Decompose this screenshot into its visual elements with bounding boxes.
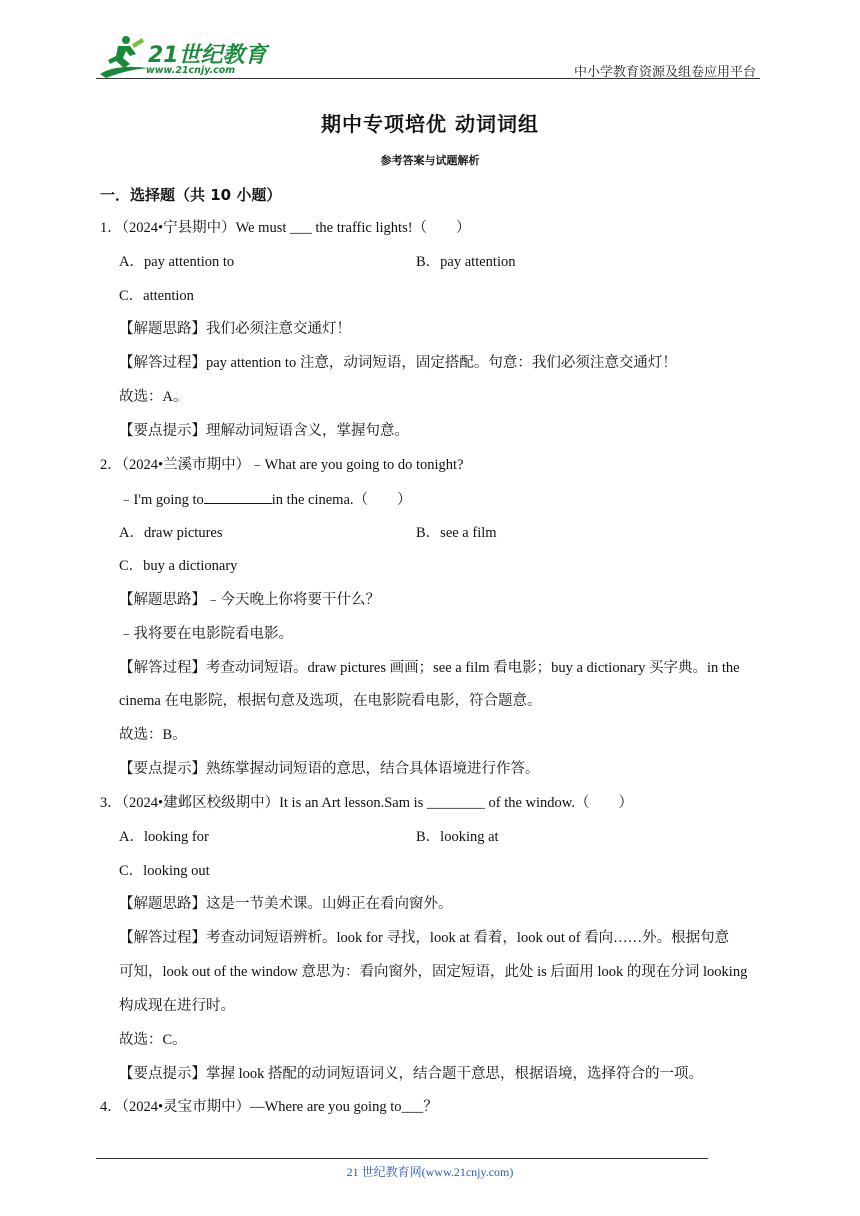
q3-process: 【解答过程】考查动词短语辨析。look for 寻找，look at 看着，look out of 看向……外。根据句意 [119, 930, 730, 946]
q1-process: 【解答过程】pay attention to 注意，动词短语，固定搭配。句意：我们必须注意交通灯！ [119, 355, 677, 371]
page-subtitle: 参考答案与试题解析 [380, 154, 480, 167]
q2-tip: 【要点提示】熟练掌握动词短语的意思，结合具体语境进行作答。 [119, 761, 540, 777]
q3-option-c: C．looking out [119, 863, 210, 879]
q3-process-line-2: 可知，look out of the window 意思为：看向窗外，固定短语，此处 is 后面用 look 的现在分词 looking [119, 964, 748, 980]
q2-option-c: C．buy a dictionary [119, 558, 238, 574]
q3-tip: 【要点提示】掌握 look 搭配的动词短语词义，结合题干意思，根据语境，选择符合的一项。 [119, 1066, 704, 1082]
question-1: 1．（2024•宁县期中）We must ___ the traffic lights!（ ） [100, 220, 471, 236]
q1-tip: 【要点提示】理解动词短语含义，掌握句意。 [119, 423, 409, 439]
q1-answer: 故选：A。 [119, 389, 188, 405]
q1-option-b: B．pay attention [416, 254, 516, 270]
page-header [96, 30, 760, 80]
header-divider [96, 78, 760, 79]
page-title: 期中专项培优 动词词组 [321, 112, 539, 136]
q2-idea-line-2: ﹣我将要在电影院看电影。 [119, 626, 293, 642]
question-3: 3．（2024•建邺区校级期中）It is an Art lesson.Sam is ________ of the window.（ ） [100, 795, 633, 811]
answer-blank [204, 489, 272, 504]
question-4: 4．（2024•灵宝市期中）—Where are you going to___？ [100, 1099, 438, 1115]
question-2-line-2 [119, 489, 412, 510]
q2-process: 【解答过程】考查动词短语。draw pictures 画画；see a film 看电影；buy a dictionary 买字典。in the [119, 660, 740, 676]
logo-url: www.21cnjy.com [146, 65, 236, 76]
section-heading: 一．选择题（共 10 小题） [100, 186, 282, 204]
q1-option-a: A．pay attention to [119, 254, 235, 270]
q3-option-a: A．looking for [119, 829, 209, 845]
q3-idea: 【解题思路】这是一节美术课。山姆正在看向窗外。 [119, 896, 453, 912]
q2-line2-start: ﹣I'm going to [119, 492, 204, 508]
footer-divider [96, 1158, 708, 1159]
q2-line2-end: in the cinema.（ ） [271, 492, 412, 508]
q1-idea: 【解题思路】我们必须注意交通灯！ [119, 321, 351, 337]
q2-process-line-2: cinema 在电影院，根据句意及选项，在电影院看电影，符合题意。 [119, 693, 542, 709]
q3-option-b: B．looking at [416, 829, 499, 845]
q2-idea: 【解题思路】﹣今天晚上你将要干什么？ [119, 592, 380, 608]
page-footer[interactable]: 21 世纪教育网(www.21cnjy.com) [346, 1165, 514, 1179]
logo-text: 21世纪教育 [148, 43, 267, 68]
q2-answer: 故选：B。 [119, 727, 187, 743]
q1-option-c: C．attention [119, 288, 194, 304]
platform-name: 中小学教育资源及组卷应用平台 [573, 65, 756, 80]
q2-option-b: B．see a film [416, 525, 497, 541]
logo [96, 34, 266, 80]
q3-process-line-3: 构成现在进行时。 [119, 998, 235, 1014]
q3-answer: 故选：C。 [119, 1032, 187, 1048]
runner-logo-icon [96, 34, 152, 80]
question-2: 2．（2024•兰溪市期中）﹣What are you going to do tonight? [100, 457, 464, 473]
q2-option-a: A．draw pictures [119, 525, 223, 541]
